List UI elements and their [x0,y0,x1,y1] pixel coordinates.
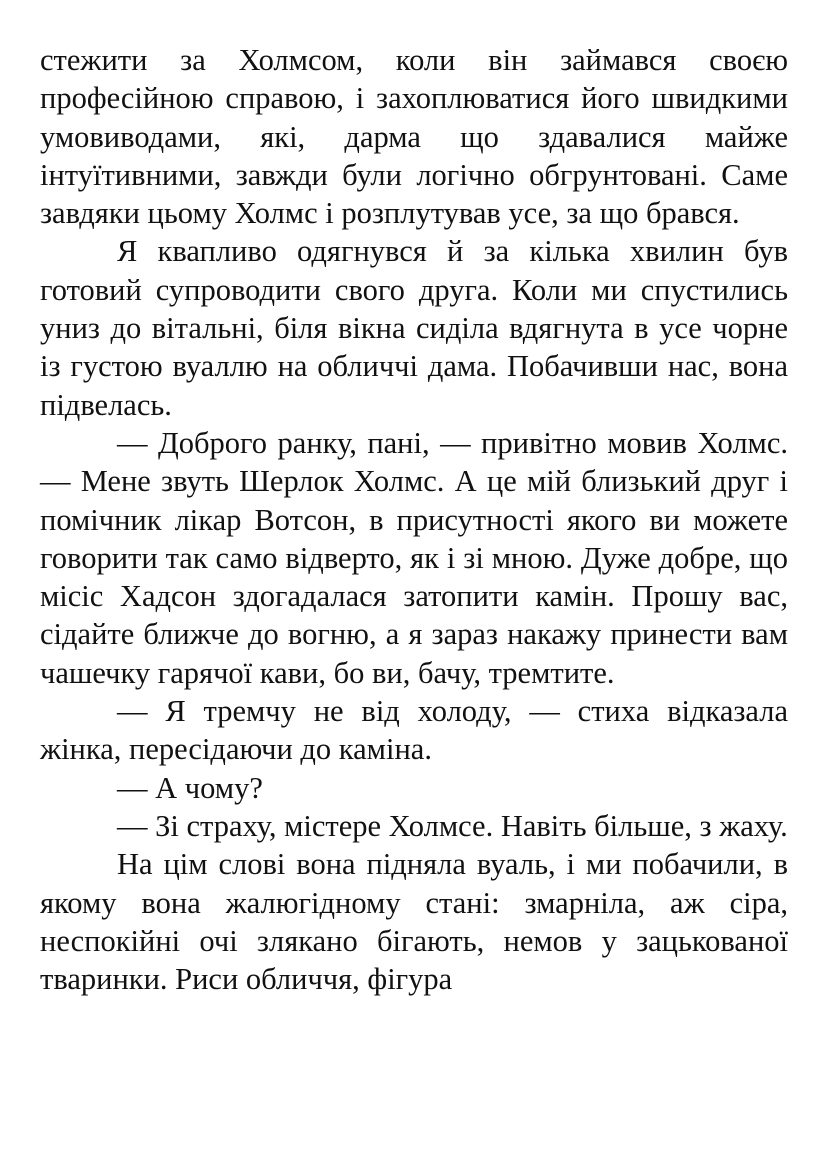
paragraph-question: — А чому? [117,770,263,805]
paragraph-woman-reply: — Я тремчу не від холоду, — стиха відказала жінка, пересідаючи до каміна. [40,694,788,767]
paragraph-fear: — Зі страху, містере Холмсе. Навіть більше, з жаху. [117,808,788,843]
book-page [40,41,788,998]
paragraph-continuation: стежити за Холмсом, коли він займався своєю професійною справою, і захоплюватися його швидкими умовиводами, які, дарма що здавалися майже інтуїтивними, завжди були логічно обгрунтовані. Саме завдяки цьому Холмс і розплутував усе, за що брався. [40,43,788,231]
paragraph-narration: Я квапливо одягнувся й за кілька хвилин був готовий супроводити свого друга. Коли ми спустились униз до вітальні, біля вікна сиділа вдягнута в усе чорне із густою вуаллю на обличчі дама. Побачивши нас, вона підвелась. [40,234,788,422]
paragraph-veil: На цім слові вона підняла вуаль, і ми побачили, в якому вона жалюгідному стані: змарніла, аж сіра, неспокійні очі злякано бігають, немов у зацькованої тваринки. Риси обличчя, фігура [40,847,788,997]
paragraph-holmes-greeting: — Доброго ранку, пані, — привітно мовив Холмс. — Мене звуть Шерлок Холмс. А це мій близький друг і помічник лікар Вотсон, в присутності якого ви можете говорити так само відверто, як і зі мною. Дуже добре, що місіс Хадсон здогадалася затопити камін. Прошу вас, сідайте ближче до вогню, а я зараз накажу принести вам чашечку гарячої кави, бо ви, бачу, тремтите. [40,425,788,690]
